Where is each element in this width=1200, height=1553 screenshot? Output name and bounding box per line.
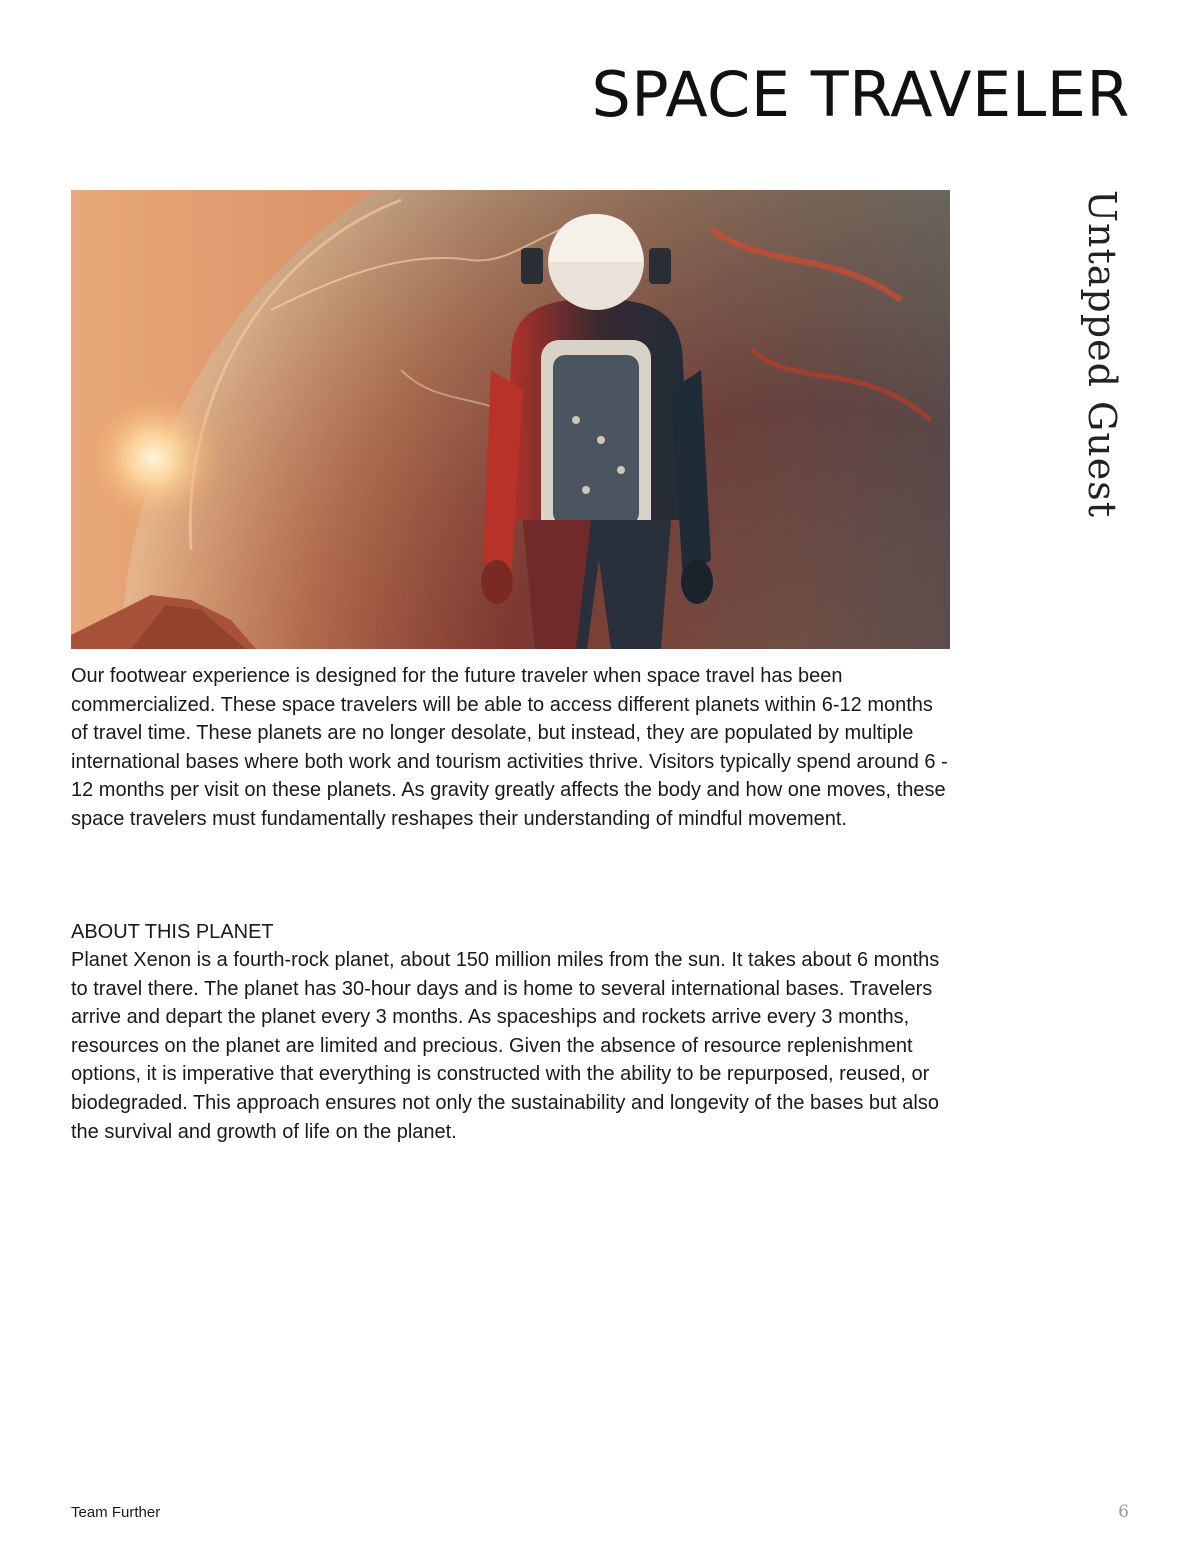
section-heading: ABOUT THIS PLANET: [71, 921, 274, 943]
intro-paragraph: Our footwear experience is designed for the future traveler when space travel has been commercialized. These space travelers will be able to access different planets within 6-12 months of travel time. These planets are no longer desolate, but instead, they are populated by multiple international bases where both work and tourism activities thrive. Visitors typically spend around 6 - 12 months per visit on these planets. As gravity greatly affects the body and how one moves, these space travelers must fundamentally reshapes their understanding of mindful movement.: [71, 665, 948, 830]
page-number: 6: [1118, 1502, 1129, 1522]
hero-image: [71, 190, 950, 649]
astronaut-planet-illustration: [71, 190, 950, 649]
side-label: Untapped Guest: [1080, 190, 1124, 519]
page-title: SPACE TRAVELER: [591, 58, 1130, 131]
planet-description: Planet Xenon is a fourth-rock planet, about 150 million miles from the sun. It takes about 6 months to travel there. The planet has 30-hour days and is home to several international bases. Travelers arrive and depart the planet every 3 months. As spaceships and rockets arrive every 3 months, resources on the planet are limited and precious. Given the absence of resource replenishment options, it is imperative that everything is constructed with the ability to be repurposed, reused, or biodegraded. This approach ensures not only the sustainability and longevity of the bases but also the survival and growth of life on the planet.: [71, 949, 940, 1143]
footer-team: Team Further: [71, 1504, 161, 1521]
